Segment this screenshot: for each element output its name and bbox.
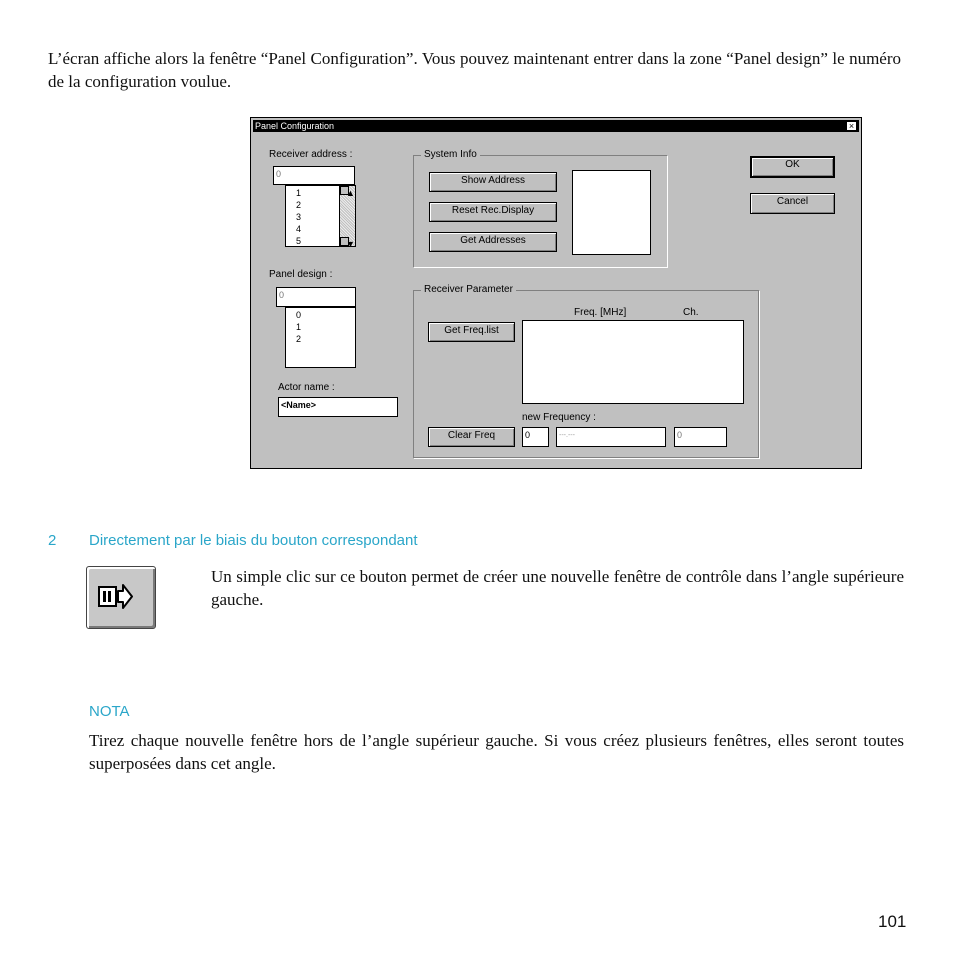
page-number: 101 bbox=[878, 912, 907, 931]
panel-design-input[interactable]: 0 bbox=[276, 287, 356, 307]
receiver-address-list-item[interactable]: 5 bbox=[296, 236, 302, 246]
ok-button[interactable]: OK bbox=[750, 156, 835, 178]
get-freq-list-button[interactable]: Get Freq.list bbox=[428, 322, 515, 342]
new-window-button[interactable] bbox=[86, 566, 156, 629]
receiver-address-scrollbar[interactable] bbox=[339, 186, 355, 249]
nota-text: Tirez chaque nouvelle fenêtre hors de l’angle supérieur gauche. Si vous créez plusieurs fenêtres, elles seront toutes superposées dans cet angle. bbox=[89, 731, 904, 773]
cancel-button[interactable]: Cancel bbox=[750, 193, 835, 214]
scroll-down-icon[interactable]: ▼ bbox=[340, 237, 349, 246]
new-frequency-mhz-field[interactable]: ---.--- bbox=[556, 427, 666, 447]
receiver-address-list-item[interactable]: 2 bbox=[296, 200, 302, 210]
system-info-display bbox=[572, 170, 651, 255]
new-frequency-channel-field[interactable]: 0 bbox=[522, 427, 549, 447]
panel-design-list-item[interactable]: 2 bbox=[296, 334, 302, 344]
panel-design-list-item[interactable]: 1 bbox=[296, 322, 302, 332]
panel-configuration-dialog bbox=[250, 117, 862, 469]
panel-design-list-item[interactable]: 0 bbox=[296, 310, 302, 320]
actor-name-label: Actor name : bbox=[278, 382, 335, 393]
new-frequency-label: new Frequency : bbox=[522, 412, 596, 423]
actor-name-input[interactable]: <Name> bbox=[278, 397, 398, 417]
intro-paragraph: L’écran affiche alors la fenêtre “Panel Configuration”. Vous pouvez maintenant entrer dans la zone “Panel design” le numéro de la configuration voulue. bbox=[48, 49, 901, 91]
section-number: 2 bbox=[48, 532, 57, 549]
receiver-address-list-item[interactable]: 3 bbox=[296, 212, 302, 222]
reset-rec-display-button[interactable]: Reset Rec.Display bbox=[429, 202, 557, 222]
scroll-up-icon[interactable]: ▲ bbox=[340, 186, 349, 195]
get-addresses-button[interactable]: Get Addresses bbox=[429, 232, 557, 252]
clear-freq-button[interactable]: Clear Freq bbox=[428, 427, 515, 447]
new-window-icon bbox=[86, 566, 156, 629]
close-icon[interactable]: × bbox=[846, 121, 857, 131]
receiver-address-list-item[interactable]: 4 bbox=[296, 224, 302, 234]
receiver-address-input[interactable]: 0 bbox=[273, 166, 355, 185]
panel-design-list[interactable] bbox=[285, 307, 356, 368]
dialog-titlebar bbox=[253, 120, 859, 132]
dialog-title: Panel Configuration bbox=[255, 121, 335, 131]
receiver-address-label: Receiver address : bbox=[269, 149, 353, 160]
channel-column-header: Ch. bbox=[683, 307, 699, 318]
freq-column-header: Freq. [MHz] bbox=[574, 307, 627, 318]
nota-label: NOTA bbox=[89, 703, 130, 720]
frequency-list[interactable] bbox=[522, 320, 744, 404]
receiver-parameter-label: Receiver Parameter bbox=[421, 284, 516, 295]
button-description: Un simple clic sur ce bouton permet de créer une nouvelle fenêtre de contrôle dans l’angle supérieure gauche. bbox=[211, 567, 904, 609]
new-frequency-ch-field[interactable]: 0 bbox=[674, 427, 727, 447]
system-info-label: System Info bbox=[421, 149, 480, 160]
section-title: Directement par le biais du bouton correspondant bbox=[89, 532, 418, 549]
receiver-address-list[interactable] bbox=[285, 185, 356, 247]
receiver-address-list-item[interactable]: 1 bbox=[296, 188, 302, 198]
show-address-button[interactable]: Show Address bbox=[429, 172, 557, 192]
panel-design-label: Panel design : bbox=[269, 269, 333, 280]
